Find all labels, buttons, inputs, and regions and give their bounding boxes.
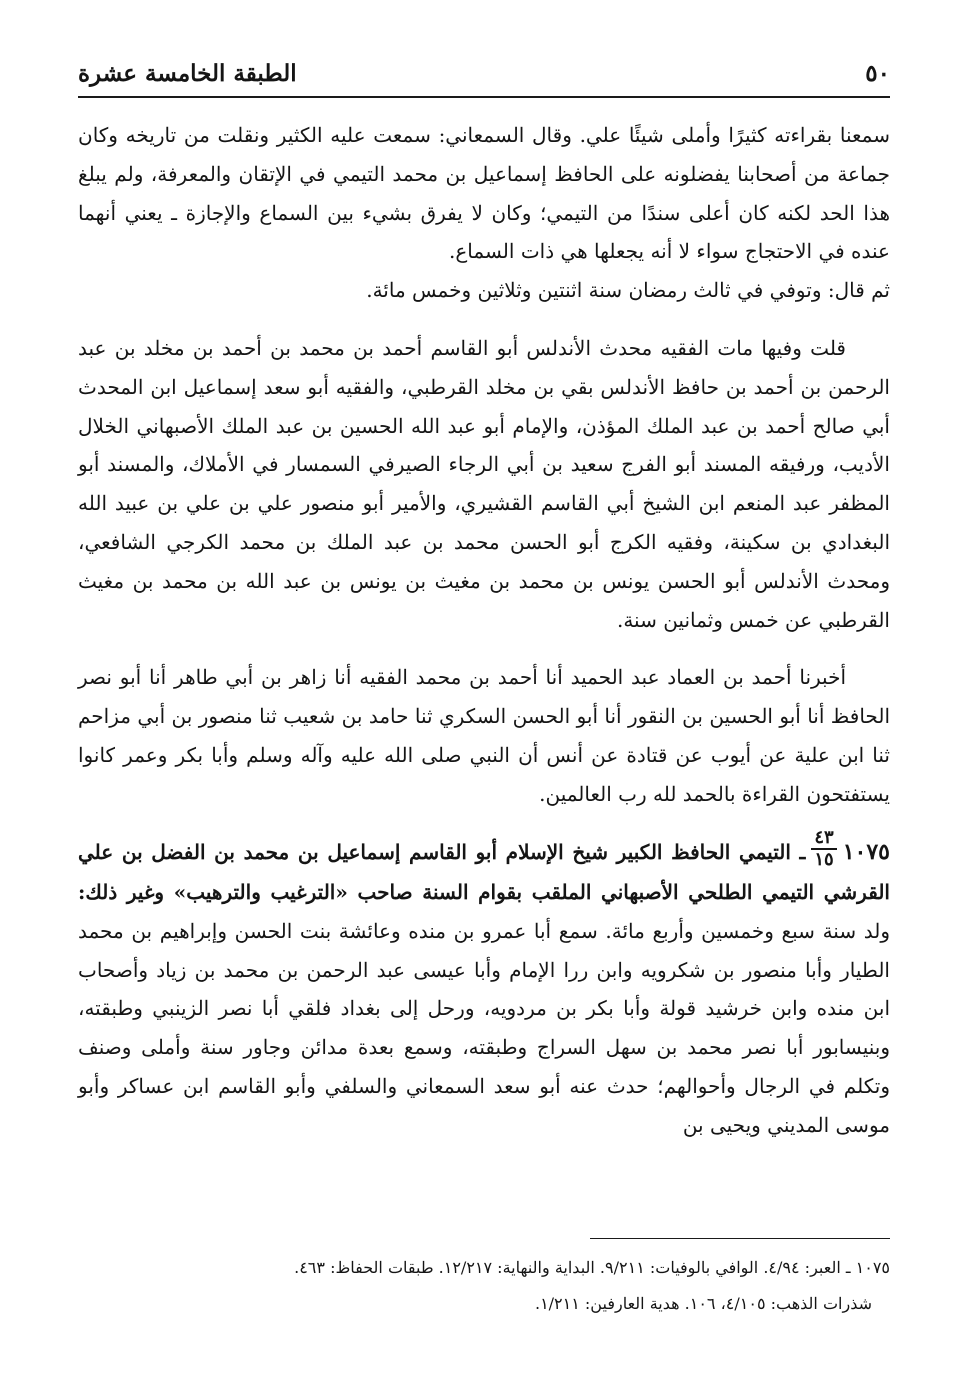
book-page	[78, 0, 890, 1391]
footnote-line-1: ١٠٧٥ ـ العبر: ٤/٩٤. الوافي بالوفيات: ٩/٢١١. البداية والنهاية: ١٢/٢١٧. طبقات الحفاظ: ٤٦٣.	[294, 1258, 890, 1277]
paragraph-death-date: ثم قال: وتوفي في ثالث رمضان سنة اثنتين وثلاثين وخمس مائة.	[366, 278, 890, 303]
fraction-numerator: ٤٣	[811, 829, 836, 850]
biography-entry	[78, 827, 890, 1145]
entry-text: ولد سنة سبع وخمسين وأربع مائة. سمع أبا عمرو بن منده وعائشة بنت الحسن وإبراهيم بن محمد الطيار وأبا منصور بن شكرويه وابن ررا الإمام وأبا عيسى عبد الرحمن بن محمد بن زياد وأصحاب ابن منده وابن خرشيد قولة وأبا بكر بن مردويه، ورحل إلى بغداد فلقي أبا نصر الزينبي وطبقته، وبنيسابور أبا نصر محمد بن سهل السراج وطبقته، وسمع بعدة مدائن وجاور سنة وأملى وصنف وتكلم في الرجال وأحوالهم؛ حدث عنه أبو سعد السمعاني والسلفي وأبو القاسم ابن عساكر وأبو موسى المديني ويحيى بن	[78, 918, 890, 1137]
entry-heading: ـ التيمي الحافظ الكبير شيخ الإسلام أبو القاسم إسماعيل بن محمد بن الفضل بن علي القرشي التيمي الطلحي الأصبهاني الملقب بقوام السنة صاحب «الترغيب والترهيب» وغير ذلك:	[78, 839, 890, 905]
footnotes	[78, 1250, 890, 1322]
entry-number: ١٠٧٥	[842, 838, 890, 865]
fraction-denominator: ١٥	[814, 849, 834, 871]
main-text	[78, 116, 890, 1145]
page-header	[78, 52, 890, 98]
page-number: ٥٠	[865, 60, 890, 87]
paragraph-deaths-that-year: قلت وفيها مات الفقيه محدث الأندلس أبو القاسم أحمد بن محمد بن أحمد بن مخلد بن عبد الرحمن بن أحمد بن حافظ الأندلس بقي بن مخلد القرطبي، والفقيه أبو سعد إسماعيل ابن المحدث أبي صالح أحمد بن عبد الملك المؤذن، والإمام أبو عبد الله الحسين بن عبد الملك الأصبهاني الخلال الأديب، ورفيقه المسند أبو الفرج سعيد بن أبي الرجاء الصيرفي السمسار في الأملاك، والمسند أبو المظفر عبد المنعم ابن الشيخ أبي القاسم القشيري، والأمير أبو منصور علي بن علي بن عبيد الله البغدادي بن سكينة، وفقيه الكرج أبو الحسن محمد بن عبد الملك بن محمد الكرجي الشافعي، ومحدث الأندلس أبو الحسن يونس بن محمد بن مغيث بن يونس بن عبد الله بن محمد بن مغيث القرطبي عن خمس وثمانين سنة.	[78, 335, 890, 632]
entry-fraction	[811, 829, 836, 869]
running-title: الطبقة الخامسة عشرة	[78, 60, 297, 87]
footnote-line-2: شذرات الذهب: ٤/١٠٥، ١٠٦. هدية العارفين: ١/٢١١.	[534, 1294, 872, 1313]
paragraph-samani-quote: سمعنا بقراءته كثيرًا وأملى شيئًا علي. وقال السمعاني: سمعت عليه الكثير ونقلت من تاريخه وكان جماعة من أصحابنا يفضلونه على الحافظ إسماعيل بن محمد التيمي في الإتقان والمعرفة، ولم يبلغ هذا الحد لكنه كان أعلى سندًا من التيمي؛ وكان لا يفرق بشيء بين السماع والإجازة ـ يعني أنهما عنده في الاحتجاج سواء لا أنه يجعلها هي ذات السماع.	[78, 123, 890, 264]
footnote-divider	[590, 1238, 890, 1239]
paragraph-hadith-isnad: أخبرنا أحمد بن العماد عبد الحميد أنا أحمد بن محمد الفقيه أنا زاهر بن أبي طاهر أنا أبو نصر الحافظ أنا أبو الحسين بن النقور أنا أبو الحسن السكري ثنا حامد بن شعيب ثنا منصور بن أبي مزاحم ثنا ابن علية عن أيوب عن قتادة عن أنس أن النبي صلى الله عليه وآله وسلم وأبا بكر وعمر كانوا يستفتحون القراءة بالحمد لله رب العالمين.	[78, 665, 890, 806]
